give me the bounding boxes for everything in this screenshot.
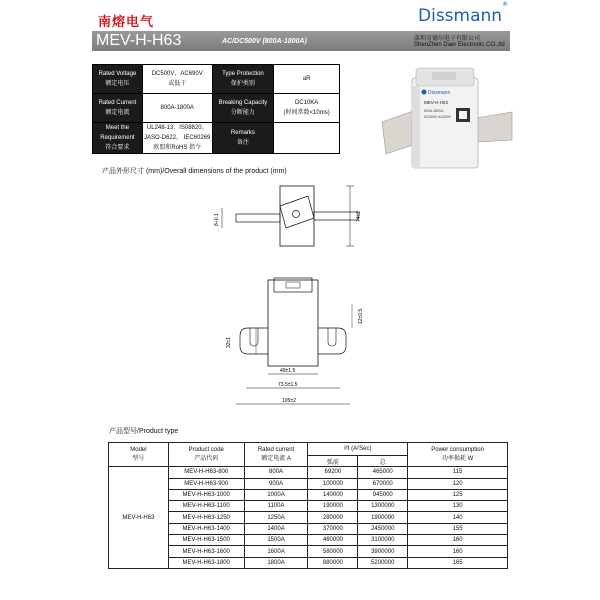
header-text: 产品代码 bbox=[194, 456, 219, 463]
photo-label-logo-icon bbox=[422, 90, 427, 95]
table-row bbox=[109, 523, 508, 534]
drawing-side-blade-right bbox=[314, 212, 358, 220]
dissmann-logo bbox=[418, 1, 509, 26]
table-row bbox=[109, 501, 508, 512]
photo-label-line: DC500V AC690V bbox=[424, 115, 452, 119]
spec-label-en: Type Protection bbox=[222, 71, 264, 77]
header-text: 额定电流 A bbox=[261, 456, 291, 463]
cell-power: 125 bbox=[408, 489, 508, 500]
header-model bbox=[109, 443, 169, 467]
cell-pre: 580000 bbox=[308, 546, 358, 557]
drawing-inner-width-label: 73.5±1.5 bbox=[278, 382, 298, 388]
cell-pre: 190000 bbox=[308, 501, 358, 512]
cell-pre: 140000 bbox=[308, 489, 358, 500]
cell-pre: 880000 bbox=[308, 557, 358, 568]
spec-value-cell bbox=[274, 123, 340, 154]
rating-subtitle: AC/DC500V (800A-1800A) bbox=[222, 38, 307, 45]
table-row bbox=[109, 557, 508, 568]
product-photo bbox=[380, 62, 514, 180]
header-i2t: I²t (A²Sec) bbox=[308, 443, 408, 456]
drawing-side-hole bbox=[293, 211, 300, 218]
spec-row bbox=[93, 65, 340, 94]
cell-total: 2450000 bbox=[358, 523, 408, 534]
cell-code: MEV-H-H63-900 bbox=[168, 478, 244, 489]
photo-label-brand: Dissmann bbox=[428, 90, 451, 96]
spec-value: DC10KA bbox=[294, 100, 319, 106]
cell-power: 155 bbox=[408, 523, 508, 534]
cell-power: 115 bbox=[408, 467, 508, 478]
header-code bbox=[168, 443, 244, 467]
cell-code: MEV-H-H63-800 bbox=[168, 467, 244, 478]
cell-current: 1400A bbox=[244, 523, 308, 534]
product-header-row bbox=[109, 443, 508, 456]
drawing-front-window bbox=[286, 282, 300, 288]
spec-label-en: Requirement bbox=[100, 135, 135, 141]
company-english-name: ShenZhen Daer Electronic CO.,ltd bbox=[414, 42, 505, 48]
spec-label-cell bbox=[212, 94, 274, 123]
photo-fuse-shade bbox=[412, 86, 420, 168]
photo-label-model: MEV-H-H63 bbox=[424, 100, 449, 105]
drawing-front-blade-right bbox=[318, 328, 346, 354]
cell-code: MEV-H-H63-1500 bbox=[168, 535, 244, 546]
spec-value: DC500V、AC690V bbox=[151, 71, 203, 77]
spec-value-cell bbox=[142, 65, 212, 94]
spec-label-cn: 分断能力 bbox=[230, 110, 255, 116]
spec-label-cn: 符合要求 bbox=[105, 145, 130, 151]
cell-total: 3100000 bbox=[358, 535, 408, 546]
registered-mark: ® bbox=[502, 1, 509, 9]
spec-row bbox=[93, 123, 340, 154]
photo-label-line: 800A-1800A bbox=[424, 109, 444, 113]
cell-power: 130 bbox=[408, 501, 508, 512]
cell-current: 800A bbox=[244, 467, 308, 478]
spec-value: 800A-1800A bbox=[160, 105, 194, 111]
spec-label-cn: 保护类别 bbox=[230, 81, 255, 87]
company-chinese-name: 深圳市德尔电子有限公司 bbox=[414, 36, 481, 42]
table-row bbox=[109, 467, 508, 478]
drawing-front-slot-left bbox=[250, 328, 258, 346]
cell-power: 120 bbox=[408, 478, 508, 489]
product-table bbox=[108, 442, 508, 569]
drawing-thickness-label: 8+0.1 bbox=[214, 213, 220, 226]
cell-total: 670000 bbox=[358, 478, 408, 489]
spec-label-en: Rated Current bbox=[98, 100, 137, 106]
drawing-height-label: 74±2 bbox=[356, 210, 362, 222]
photo-terminal-right bbox=[476, 112, 512, 142]
spec-value-cell bbox=[142, 123, 212, 154]
dimension-drawing bbox=[200, 178, 375, 416]
model-cell: MEV-H-H63 bbox=[109, 467, 169, 569]
spec-label-en: Meet the bbox=[105, 125, 130, 131]
drawing-side-blade-left bbox=[236, 214, 280, 222]
drawing-body-width-label: 49±1.5 bbox=[280, 368, 296, 374]
cell-pre: 370000 bbox=[308, 523, 358, 534]
header-text: Rated current bbox=[257, 447, 295, 454]
header-text: 功率损耗 W bbox=[441, 456, 474, 463]
cell-total: 3900000 bbox=[358, 546, 408, 557]
header-current bbox=[244, 443, 308, 467]
spec-label-cell bbox=[93, 94, 143, 123]
spec-label-cell bbox=[93, 123, 143, 154]
spec-value: aR bbox=[302, 76, 311, 82]
spec-value-cell bbox=[274, 65, 340, 94]
header-power bbox=[408, 443, 508, 467]
header-text: 型号 bbox=[132, 456, 145, 463]
brand-chinese-name: 南熔电气 bbox=[98, 15, 155, 30]
cell-total: 1900000 bbox=[358, 512, 408, 523]
cell-code: MEV-H-H63-1400 bbox=[168, 523, 244, 534]
cell-current: 1100A bbox=[244, 501, 308, 512]
cell-current: 1500A bbox=[244, 535, 308, 546]
cell-pre: 69200 bbox=[308, 467, 358, 478]
spec-value: UL248-13、IS08820、 bbox=[146, 125, 208, 131]
spec-label-cn: 额定电压 bbox=[105, 81, 130, 87]
drawing-base-label: 32±1 bbox=[226, 336, 232, 348]
spec-value-cell bbox=[142, 94, 212, 123]
cell-code: MEV-H-H63-1800 bbox=[168, 557, 244, 568]
cell-power: 140 bbox=[408, 512, 508, 523]
cell-current: 900A bbox=[244, 478, 308, 489]
cell-code: MEV-H-H63-1600 bbox=[168, 546, 244, 557]
spec-label-cell bbox=[212, 123, 274, 154]
header-text: Power consumption bbox=[431, 447, 484, 454]
spec-value: 或低于 bbox=[168, 81, 187, 87]
photo-qr-code-inner bbox=[459, 111, 467, 119]
cell-power: 160 bbox=[408, 546, 508, 557]
drawing-front-body bbox=[268, 280, 318, 366]
table-row bbox=[109, 478, 508, 489]
header-i2t-pre: 弧前 bbox=[308, 456, 358, 467]
model-title: MEV-H-H63 bbox=[96, 32, 182, 49]
spec-label-cell bbox=[212, 65, 274, 94]
spec-label-en: Rated Voltage bbox=[98, 71, 137, 77]
cell-pre: 460000 bbox=[308, 535, 358, 546]
photo-indicator bbox=[432, 72, 456, 80]
cell-pre: 280000 bbox=[308, 512, 358, 523]
photo-terminal-left bbox=[382, 110, 416, 154]
spec-value-cell bbox=[274, 94, 340, 123]
header-text: Model bbox=[130, 447, 147, 454]
spec-value: (时间常数<10ms) bbox=[283, 110, 330, 116]
spec-value: 欧盟和RoHS 指令 bbox=[153, 145, 202, 151]
drawing-side-dim-label: 12±0.5 bbox=[358, 308, 364, 324]
cell-total: 1300000 bbox=[358, 501, 408, 512]
cell-code: MEV-H-H63-1250 bbox=[168, 512, 244, 523]
cell-code: MEV-H-H63-1100 bbox=[168, 501, 244, 512]
spec-label-en: Remarks bbox=[230, 130, 255, 136]
table-row bbox=[109, 489, 508, 500]
cell-total: 945000 bbox=[358, 489, 408, 500]
header-text: Product code bbox=[188, 447, 224, 454]
spec-label-cell bbox=[93, 65, 143, 94]
cell-current: 1800A bbox=[244, 557, 308, 568]
table-row bbox=[109, 535, 508, 546]
spec-label-cn: 备注 bbox=[236, 140, 249, 146]
header-i2t-total: 总 bbox=[358, 456, 408, 467]
cell-current: 1600A bbox=[244, 546, 308, 557]
drawing-side-indicator bbox=[280, 196, 314, 228]
drawing-total-width-label: 105±2 bbox=[282, 398, 296, 404]
drawing-front-slot-right bbox=[328, 328, 336, 346]
drawing-front-blade-left bbox=[240, 328, 268, 354]
spec-label-en: Breaking Capacity bbox=[218, 100, 268, 106]
product-type-heading: 产品型号/Product type bbox=[109, 428, 179, 435]
table-row bbox=[109, 546, 508, 557]
spec-value: JASO-D622、 IEC60269 bbox=[144, 135, 211, 141]
logo-text: Dissmann bbox=[418, 6, 503, 26]
cell-pre: 100000 bbox=[308, 478, 358, 489]
cell-current: 1000A bbox=[244, 489, 308, 500]
cell-code: MEV-H-H63-1000 bbox=[168, 489, 244, 500]
spec-row bbox=[93, 94, 340, 123]
cell-power: 165 bbox=[408, 557, 508, 568]
cell-total: 5200000 bbox=[358, 557, 408, 568]
drawing-side-body bbox=[280, 186, 314, 246]
dimensions-heading: 产品外形尺寸 (mm)/Overall dimensions of the product (mm) bbox=[102, 168, 287, 175]
cell-power: 160 bbox=[408, 535, 508, 546]
cell-total: 465000 bbox=[358, 467, 408, 478]
table-row bbox=[109, 512, 508, 523]
spec-table bbox=[92, 64, 340, 154]
spec-label-cn: 额定电流 bbox=[105, 110, 130, 116]
product-rows bbox=[109, 467, 508, 569]
cell-current: 1250A bbox=[244, 512, 308, 523]
